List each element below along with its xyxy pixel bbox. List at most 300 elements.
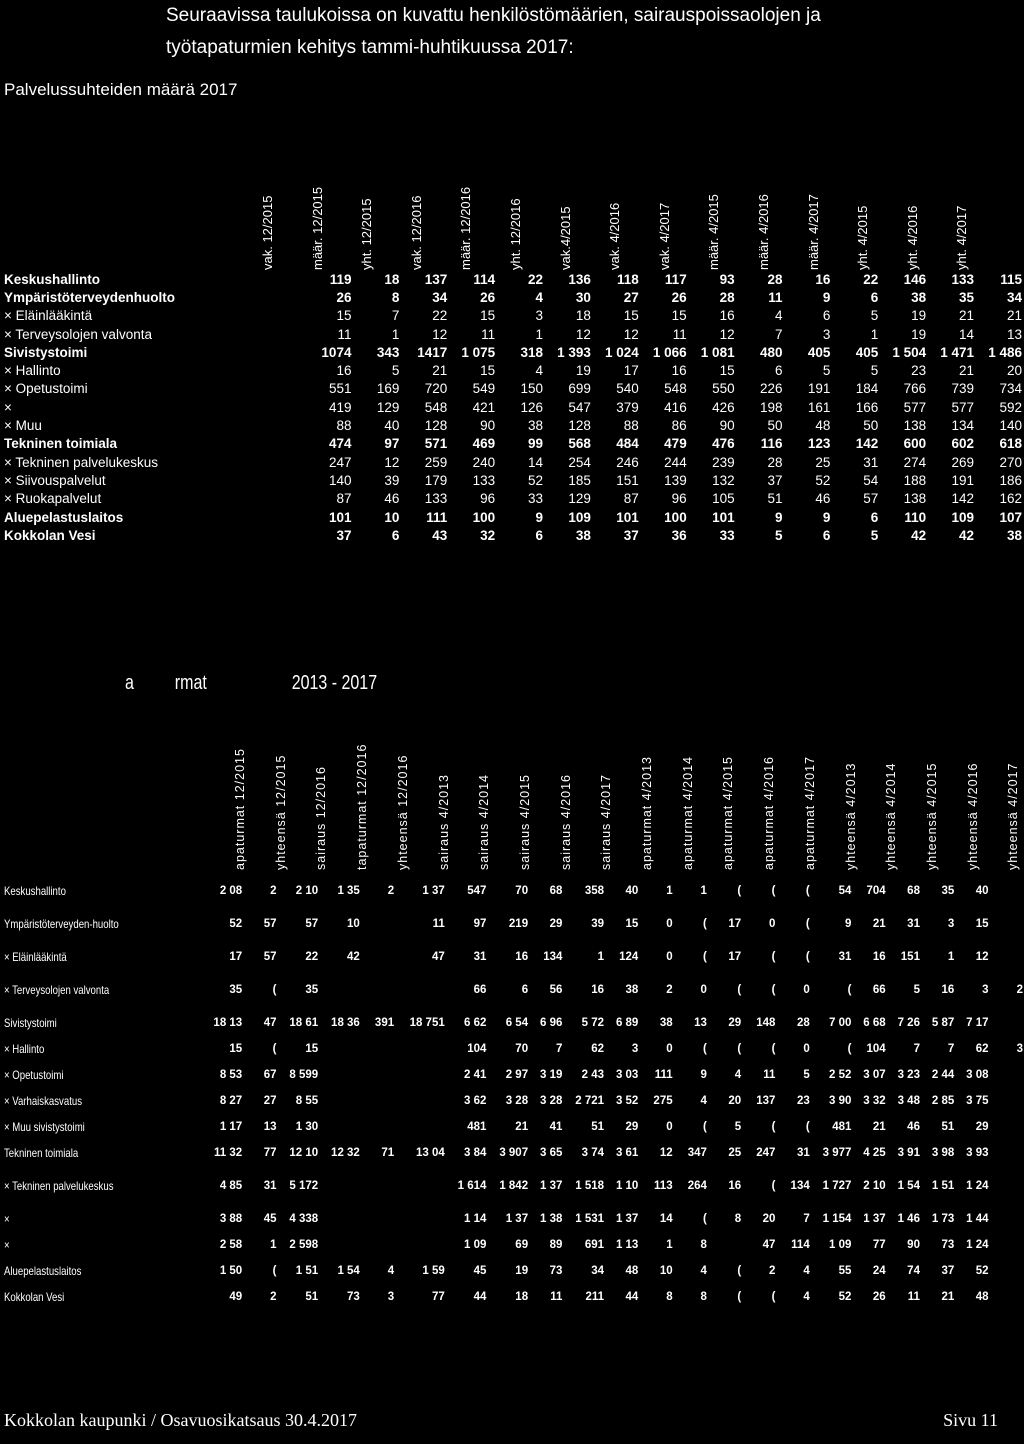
table1-cell: 20 (1006, 363, 1022, 379)
table2-col-header-label: yhteensä 12/2016 (395, 754, 410, 870)
table2-cell: 48 (625, 1265, 639, 1277)
table2-cell: 13 (694, 1017, 707, 1029)
table2-cell: 5 (803, 1069, 810, 1081)
table2-cell: 1 54 (337, 1265, 360, 1277)
table2-cell: 1 44 (966, 1213, 989, 1225)
table2-cell: 7 (913, 1043, 920, 1055)
table2-cell: 1 614 (457, 1180, 487, 1192)
table2-row (0, 1166, 1024, 1206)
table2-cell: 19 (515, 1265, 529, 1277)
table2-row-label: × Tekninen palvelukeskus (4, 1178, 114, 1193)
table2-row (0, 1036, 1024, 1062)
table2-cell: 1 50 (219, 1265, 243, 1277)
table2-cell: 1 59 (422, 1265, 445, 1277)
table1-cell: 101 (616, 509, 639, 525)
table1-cell: 186 (999, 472, 1022, 488)
table2-cell: 5 72 (581, 1017, 605, 1029)
table1-cell: 31 (863, 454, 879, 470)
table1-cell: 239 (712, 454, 735, 470)
table1-cell: 21 (959, 308, 975, 324)
table2-cell: 29 (625, 1121, 639, 1133)
table1-cell: 11 (481, 326, 496, 342)
table2-cell: ( (771, 1291, 776, 1303)
table2-cell: 62 (591, 1043, 605, 1055)
table1-cell: 22 (863, 271, 879, 287)
table2-row (0, 944, 1024, 970)
table2-cell: 4 (803, 1265, 810, 1277)
table2-cell: 4 85 (219, 1180, 243, 1192)
table2-row-label-cell (0, 1140, 202, 1166)
table2-row (0, 904, 1024, 944)
table1-cell: 416 (664, 399, 687, 415)
table2-cell (395, 1062, 446, 1088)
table2-cell: 8 53 (219, 1069, 243, 1081)
table2-cell: 31 (796, 1147, 810, 1159)
table1-cell: 166 (855, 399, 879, 415)
table2-cell: 2 (270, 885, 277, 897)
table1-col-header-label: määr. 4/2015 (706, 194, 722, 270)
table2-cell: 29 (975, 1121, 989, 1133)
table2-cell: 358 (584, 885, 605, 897)
table2-cell: 26 (872, 1291, 886, 1303)
table1-cell: 38 (575, 527, 591, 543)
table2-cell: 49 (229, 1291, 243, 1303)
table2-cell: 62 (975, 1043, 989, 1055)
table1-cell: 15 (480, 363, 496, 379)
table2-cell: 13 (263, 1121, 277, 1133)
table2-cell: 16 (941, 984, 955, 996)
table1-cell: 9 (822, 289, 831, 305)
table1-cell: 419 (328, 399, 352, 415)
table2-title-c: 2013 - 2017 (291, 672, 378, 694)
table2-row (0, 1284, 1024, 1310)
table2-cell (361, 1114, 395, 1140)
table1-row (0, 471, 1024, 489)
table1-col-header-label: määr. 12/2016 (458, 186, 474, 270)
table2-cell: 1 518 (575, 1180, 605, 1192)
table2-cell: 481 (832, 1121, 852, 1133)
table1-cell: 22 (432, 308, 448, 324)
table2-cell (319, 1232, 361, 1258)
table2-cell: 7 (947, 1043, 955, 1055)
table2-cell: 4 338 (289, 1213, 319, 1225)
table1-cell: 259 (424, 454, 448, 470)
table2-cell: 21 (872, 918, 886, 930)
table1-cell: 12 (575, 326, 591, 342)
table2-row-label: Sivistystoimi (4, 1015, 57, 1030)
table2-cell: 391 (374, 1017, 395, 1029)
table1-col-header-label: vak. 4/2016 (607, 202, 623, 270)
table1-cell: 1 393 (557, 344, 591, 360)
table2-cell: ( (737, 1291, 742, 1303)
table1-row (0, 416, 1024, 434)
table2-col-header-label: sairaus 4/2017 (599, 773, 614, 870)
table1-cell: 13 (1006, 326, 1022, 342)
table2-cell: 1 37 (422, 885, 445, 897)
table1-cell: 37 (767, 472, 783, 488)
table1-cell: 162 (999, 491, 1022, 507)
table1-cell: 21 (959, 363, 975, 379)
table2-row-label: Kokkolan Vesi (4, 1289, 65, 1304)
table1-cell: 9 (822, 509, 831, 525)
table1-row (0, 307, 1024, 325)
table2-cell: 22 (305, 951, 319, 963)
table2-cell: 1 37 (863, 1213, 886, 1225)
table2-cell: 11 (763, 1069, 776, 1081)
table2-row (0, 1140, 1024, 1166)
table2-cell: 18 61 (289, 1017, 319, 1029)
table1-cell: 274 (903, 454, 927, 470)
table1-cell: 739 (951, 381, 975, 397)
table2-row-label: × Hallinto (4, 1041, 45, 1056)
table2-cell: 47 (762, 1239, 776, 1251)
table1-cell: 132 (712, 472, 735, 488)
table1-cell: 11 (672, 326, 687, 342)
table1-cell: 184 (855, 381, 879, 397)
table2-cell: 66 (473, 984, 487, 996)
table1-cell: 577 (951, 399, 975, 415)
table1-cell: 38 (1006, 527, 1022, 543)
table2-cell (361, 1062, 395, 1088)
table1-cell: 123 (807, 436, 831, 452)
table2-cell: 114 (791, 1239, 810, 1251)
table1-cell: 5 (774, 527, 783, 543)
table1-cell: 87 (623, 491, 639, 507)
table2-cell: 38 (625, 984, 639, 996)
table2-cell: 2 (1016, 984, 1023, 996)
table2-cell: 0 (666, 1043, 673, 1055)
table1 (0, 270, 1024, 544)
table2-cell: 3 88 (219, 1213, 243, 1225)
table2-cell: 1 73 (931, 1213, 955, 1225)
table1-cell: 547 (568, 399, 591, 415)
table2-cell: 14 (659, 1213, 673, 1225)
table2-cell: 1 727 (822, 1180, 852, 1192)
table2-cell: 137 (756, 1095, 776, 1107)
table2-cell: 15 (625, 918, 639, 930)
table1-row-label: × Tekninen palvelukeskus (4, 454, 158, 470)
table1-cell: 23 (911, 363, 927, 379)
table2-cell: 2 (387, 885, 395, 897)
table1-cell: 3 (822, 326, 831, 342)
table1-cell: 39 (384, 472, 400, 488)
table1-cell: 4 (535, 363, 544, 379)
table1-row-label: Kokkolan Vesi (4, 527, 96, 543)
table1-cell: 27 (623, 289, 639, 305)
table2-cell: 1 54 (897, 1180, 920, 1192)
table2-cell (319, 1114, 361, 1140)
table1-cell: 5 (870, 527, 879, 543)
table1-cell: 96 (671, 491, 687, 507)
table2-cell (319, 1166, 361, 1206)
table1-cell: 1 486 (988, 344, 1022, 360)
table2-cell: 347 (687, 1147, 707, 1159)
table1-cell: 421 (472, 399, 496, 415)
table1-cell: 191 (807, 381, 831, 397)
table2-title (125, 672, 377, 695)
table2-row-label: × Eläinlääkintä (4, 949, 67, 964)
table1-cell: 36 (671, 527, 687, 543)
table2-cell: 134 (790, 1180, 810, 1192)
table1-cell: 15 (671, 308, 687, 324)
table2-cell: ( (703, 1121, 707, 1133)
table2-cell: 0 (666, 1121, 673, 1133)
table2-cell: 6 54 (505, 1017, 529, 1029)
table1-cell: 133 (472, 472, 496, 488)
table1-cell: 5 (391, 363, 400, 379)
table2-cell: 77 (263, 1147, 277, 1159)
table2-cell: 7 26 (897, 1017, 920, 1029)
table2-cell: 15 (229, 1043, 243, 1055)
intro-text (166, 0, 821, 64)
table2-cell (361, 1232, 395, 1258)
table1-cell: 101 (712, 509, 735, 525)
table2-cell: ( (272, 984, 277, 996)
table2-cell: 8 (700, 1239, 707, 1251)
table2-cell: 13 04 (415, 1147, 445, 1159)
table1-cell: 28 (719, 289, 735, 305)
table2-col-header-label: yhteensä 4/2016 (965, 762, 980, 870)
table1-cell: 1 (391, 326, 400, 342)
table2-cell: 29 (728, 1017, 742, 1029)
table2-cell: 7 17 (966, 1017, 989, 1029)
table2-cell: 16 (872, 951, 886, 963)
table2-row-label: Keskushallinto (4, 883, 66, 898)
table2-cell: 10 (347, 918, 360, 930)
table2-cell: 2 97 (505, 1069, 529, 1081)
table2-cell: 77 (431, 1291, 445, 1303)
table1-cell: 117 (664, 271, 687, 287)
table2-cell (395, 1114, 446, 1140)
table2-cell (361, 1088, 395, 1114)
table1-cell: 40 (384, 418, 400, 434)
table2-cell: 8 (666, 1291, 673, 1303)
table2-cell: 3 74 (581, 1147, 605, 1159)
table2-cell: 124 (619, 951, 639, 963)
table2-cell: 12 10 (289, 1147, 319, 1159)
table2-cell: 3 907 (499, 1147, 529, 1159)
table1-cell: 133 (424, 491, 448, 507)
table1-cell: 1 (535, 326, 544, 342)
table2-cell (319, 1088, 361, 1114)
table1-cell: 549 (472, 381, 496, 397)
table2-cell: 39 (591, 918, 605, 930)
table2-cell: 3 62 (464, 1095, 487, 1107)
table1-cell: 116 (760, 436, 783, 452)
table1-cell: 17 (623, 363, 639, 379)
table2-cell: 3 (387, 1291, 395, 1303)
table2-cell: 0 (666, 918, 673, 930)
table2-cell: 4 (734, 1069, 742, 1081)
table2-cell (395, 1166, 446, 1206)
table1-cell: 30 (575, 289, 591, 305)
table2-cell: 18 13 (213, 1017, 243, 1029)
table2-cell: 2 10 (863, 1180, 886, 1192)
table1-row-label: × Opetustoimi (4, 381, 88, 397)
table2-cell: ( (703, 951, 707, 963)
table2-cell: 57 (305, 918, 319, 930)
table2-cell (361, 904, 395, 944)
table1-cell: 146 (903, 271, 927, 287)
table1-cell: 129 (376, 399, 400, 415)
table2-row-label-cell (0, 970, 202, 1010)
table2-row-label: × (4, 1237, 10, 1252)
table2-cell: 0 (769, 918, 776, 930)
table1-cell: 185 (568, 472, 591, 488)
table2-cell: 2 10 (295, 885, 319, 897)
table2-cell: 15 (305, 1043, 319, 1055)
table1-cell: 19 (575, 363, 591, 379)
table1-cell: 138 (903, 491, 927, 507)
table1-cell: 28 (767, 454, 783, 470)
table2-row-label-cell (0, 1088, 202, 1114)
table2-cell: 23 (796, 1095, 810, 1107)
table2-col-header-label: sairaus 12/2016 (314, 766, 329, 870)
table2-cell: 41 (549, 1121, 563, 1133)
table2-row (0, 1114, 1024, 1140)
table1-cell: 96 (480, 491, 496, 507)
table1-cell: 568 (568, 436, 591, 452)
table2-cell: 2 (270, 1291, 277, 1303)
table2-cell: 16 (728, 1180, 742, 1192)
table2-cell: 104 (467, 1043, 487, 1055)
table2-cell: 1 51 (295, 1265, 319, 1277)
table1-row (0, 435, 1024, 453)
table1-cell: 46 (384, 491, 400, 507)
table1-cell: 111 (426, 509, 448, 525)
table2-cell: 1 531 (575, 1213, 605, 1225)
table2-cell: 4 (387, 1265, 395, 1277)
table1-row-label: × Terveysolojen valvonta (4, 326, 152, 342)
table2-cell: 48 (975, 1291, 989, 1303)
table2-cell: 3 (1016, 1043, 1023, 1055)
table1-row-label: Keskushallinto (4, 271, 101, 287)
table1-cell: 548 (664, 381, 687, 397)
table1-cell: 269 (951, 454, 975, 470)
table1-cell: 42 (959, 527, 975, 543)
table2-col-header-label: apaturmat 4/2013 (640, 756, 654, 870)
table1-cell: 15 (719, 363, 735, 379)
table2-cell: 1 37 (505, 1213, 529, 1225)
table2-row-label: × Terveysolojen valvonta (4, 982, 110, 997)
table1-cell: 16 (815, 271, 831, 287)
table1-cell: 37 (336, 527, 352, 543)
table2-cell: 66 (872, 984, 886, 996)
table2-cell (708, 1232, 742, 1258)
table1-cell: 137 (424, 271, 448, 287)
table2-cell: 44 (625, 1291, 639, 1303)
table2-cell: 73 (549, 1265, 563, 1277)
table1-cell: 15 (623, 308, 639, 324)
table2-cell (319, 1036, 361, 1062)
table2-cell: 113 (654, 1180, 673, 1192)
table2-cell: ( (847, 1043, 852, 1055)
table2-cell: 56 (549, 984, 563, 996)
table1-cell: 198 (759, 399, 783, 415)
table1-cell: 88 (623, 418, 639, 434)
table1-title: Palvelussuhteiden määrä 2017 (4, 80, 238, 99)
table1-cell: 1074 (321, 344, 352, 360)
table1-cell: 6 (391, 527, 400, 543)
table2-cell: 1 38 (539, 1213, 563, 1225)
table1-cell: 247 (328, 454, 352, 470)
table1-cell: 126 (520, 399, 544, 415)
table2-cell: 1 (700, 885, 707, 897)
table1-cell: 33 (528, 491, 544, 507)
table1-cell: 12 (623, 326, 639, 342)
table2-cell: 16 (591, 984, 605, 996)
table1-cell: 1 (870, 326, 879, 342)
table2-cell: 21 (872, 1121, 886, 1133)
table1-cell: 42 (911, 527, 927, 543)
table2-cell: 247 (756, 1147, 776, 1159)
table1-cell: 100 (472, 509, 496, 525)
table1-col-header-label: yht. 12/2016 (508, 198, 523, 270)
table1-cell: 766 (903, 381, 927, 397)
table2-cell: 28 (796, 1017, 810, 1029)
table1-cell: 87 (336, 491, 352, 507)
table1-row (0, 288, 1024, 306)
table2-cell: 1 13 (615, 1239, 639, 1251)
intro-line-1: Seuraavissa taulukoissa on kuvattu henkilöstömäärien, sairauspoissaolojen ja (166, 5, 821, 26)
table2-cell (395, 1206, 446, 1232)
table1-cell: 151 (616, 472, 639, 488)
table2-cell (319, 1062, 361, 1088)
table1-cell: 6 (822, 308, 831, 324)
table1-row-label: Ympäristöterveydenhuolto (4, 289, 176, 305)
table2-cell: 1 30 (295, 1121, 319, 1133)
table2-cell: 8 599 (289, 1069, 319, 1081)
table2-cell: 6 96 (539, 1017, 563, 1029)
table2-col-header-label: yhteensä 4/2017 (1006, 762, 1021, 870)
table2-cell (395, 1036, 446, 1062)
table1-cell: 343 (376, 344, 400, 360)
table1-cell: 100 (664, 509, 687, 525)
table2-cell: 12 (975, 951, 989, 963)
table1-col-header-label: yht. 4/2017 (954, 205, 970, 270)
table2-cell: 40 (975, 885, 989, 897)
table2-cell (361, 1036, 395, 1062)
table2-cell: 134 (543, 951, 563, 963)
table2-cell: ( (737, 1265, 742, 1277)
table2-cell: 31 (907, 918, 920, 930)
table2-cell: 77 (872, 1239, 886, 1251)
table1-cell: 57 (863, 491, 879, 507)
table2-cell: 1 (270, 1239, 277, 1251)
table2-cell: 211 (585, 1291, 605, 1303)
table2-row-label: Aluepelastuslaitos (4, 1263, 82, 1278)
table2-cell: 3 61 (615, 1147, 639, 1159)
table2-cell: ( (771, 1180, 776, 1192)
table2-cell: ( (737, 885, 742, 897)
table2-cell: ( (272, 1265, 277, 1277)
table2-cell: 4 (700, 1095, 707, 1107)
table1-cell: 6 (774, 363, 783, 379)
table1-cell: 246 (616, 454, 639, 470)
table2-cell: 11 (432, 918, 445, 930)
table1-cell: 550 (712, 381, 735, 397)
table1-cell: 7 (774, 326, 783, 342)
table1-cell: 139 (664, 472, 687, 488)
table2-cell: 25 (728, 1147, 742, 1159)
table1-cell: 25 (815, 454, 831, 470)
table2-cell: 18 36 (331, 1017, 360, 1029)
table2-cell: 11 (907, 1291, 920, 1303)
table1-cell: 571 (424, 436, 448, 452)
table1-cell: 97 (384, 436, 400, 452)
table1-cell: 484 (616, 436, 639, 452)
table2-row-label-cell (0, 1258, 202, 1284)
